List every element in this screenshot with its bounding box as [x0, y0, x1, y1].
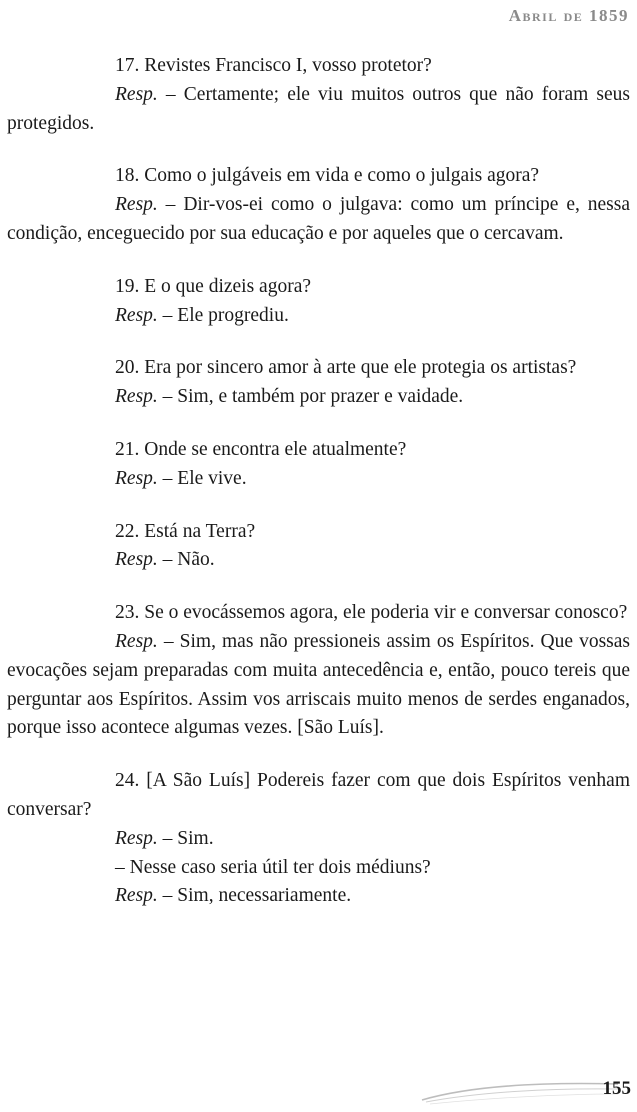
question-21: 21. Onde se encontra ele atualmente? [115, 438, 407, 460]
resp-label: Resp. [115, 827, 158, 849]
answer-text: – Sim, mas não pressioneis assim os Espíritos. Que vossas evocações sejam preparadas com muita antecedência e, então, pouco tereis que perguntar aos Espíritos. Assim vos arriscais muito menos de serdes enganados, porque isso acontece algumas vezes. [São Luís]. [7, 630, 630, 739]
answer-24 [7, 825, 630, 854]
running-head: Abril de 1859 [508, 6, 629, 25]
resp-label: Resp. [115, 194, 158, 216]
resp-label: Resp. [115, 304, 158, 326]
answer-21 [7, 465, 630, 494]
resp-label: Resp. [115, 386, 158, 408]
page-number: 155 [602, 1078, 631, 1099]
answer-text: – Sim, e também por prazer e vaidade. [157, 386, 464, 408]
resp-label: Resp. [115, 549, 158, 571]
document-body [7, 52, 630, 911]
answer-text: – Ele vive. [157, 467, 247, 489]
resp-label: Resp. [115, 885, 158, 907]
answer-17 [7, 81, 630, 139]
question-19: 19. E o que dizeis agora? [115, 275, 312, 297]
question-20: 20. Era por sincero amor à arte que ele protegia os artistas? [115, 357, 577, 379]
answer-text: – Certamente; ele viu muitos outros que não foram seus protegidos. [7, 83, 630, 134]
question-17: 17. Revistes Francisco I, vosso protetor? [115, 55, 432, 76]
answer-22 [7, 546, 630, 575]
resp-label: Resp. [115, 467, 158, 489]
answer-text: – Sim, necessariamente. [157, 885, 352, 907]
resp-label: Resp. [115, 83, 158, 105]
answer-23 [7, 628, 630, 743]
answer-text: – Dir-vos-ei como o julgava: como um príncipe e, nessa condição, enceguecido por sua educação e por aqueles que o cercavam. [7, 194, 630, 244]
followup-24: – Nesse caso seria útil ter dois médiuns? [115, 856, 431, 878]
answer-text: – Sim. [157, 827, 214, 849]
answer-24-followup [7, 882, 630, 911]
resp-label: Resp. [115, 630, 158, 652]
answer-18 [7, 191, 630, 249]
answer-text: – Ele progrediu. [157, 304, 289, 326]
question-23: 23. Se o evocássemos agora, ele poderia vir e conversar conosco? [115, 602, 628, 624]
answer-20 [7, 383, 630, 412]
question-22: 22. Está na Terra? [115, 520, 256, 542]
answer-text: – Não. [157, 549, 215, 571]
question-24: 24. [A São Luís] Podereis fazer com que dois Espíritos venham conversar? [7, 770, 630, 820]
decorative-swoosh-icon [420, 1076, 620, 1106]
question-18: 18. Como o julgáveis em vida e como o julgais agora? [115, 165, 540, 187]
answer-19 [7, 302, 630, 331]
